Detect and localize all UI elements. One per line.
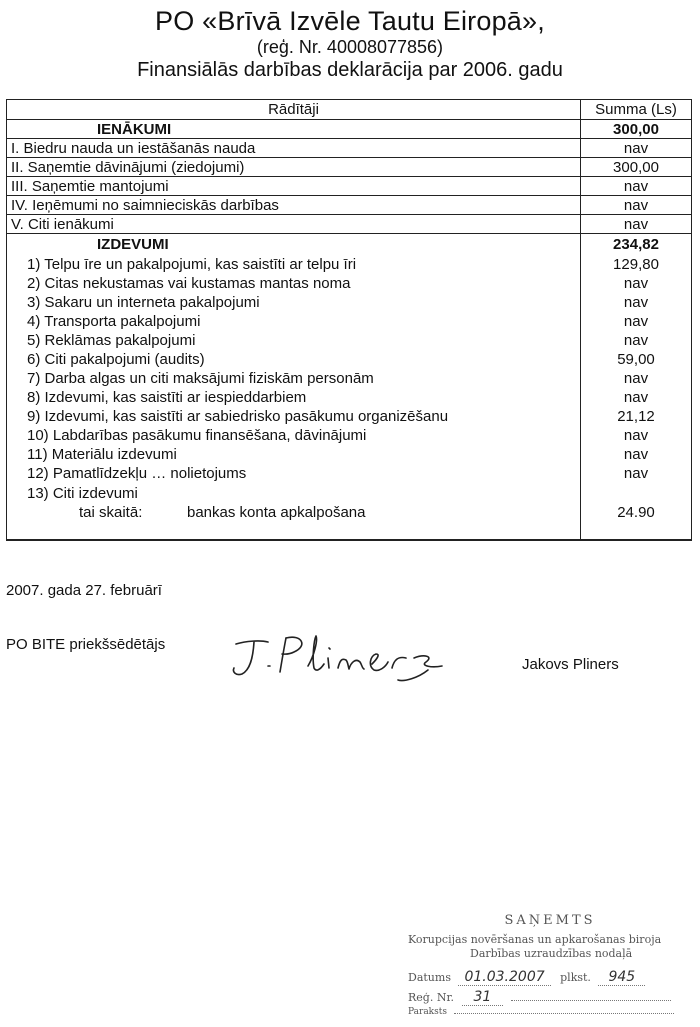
table-row [7, 503, 691, 522]
stamp-title: SAŅEMTS [504, 913, 596, 928]
signature-image [228, 628, 468, 688]
income-total: 300,00 [613, 121, 659, 138]
row-value: nav [623, 313, 649, 330]
row-label: 10) Labdarības pasākumu finansēšana, dāvinājumi [27, 427, 367, 444]
table-bottom-border [6, 540, 692, 541]
row-label-detail: bankas konta apkalpošana [187, 504, 366, 521]
row-label: 9) Izdevumi, kas saistīti ar sabiedrisko pasākumu organizēšanu [27, 408, 449, 425]
table-row [7, 293, 691, 312]
row-label: III. Saņemtie mantojumi [11, 178, 169, 195]
row-value: nav [623, 275, 649, 292]
document-header [0, 6, 700, 82]
table-row [7, 484, 691, 503]
row-value: nav [623, 370, 649, 387]
row-label: 3) Sakaru un interneta pakalpojumi [27, 294, 260, 311]
stamp-time-label: plkst. [560, 971, 591, 984]
table-row [7, 158, 691, 177]
row-value: nav [623, 389, 649, 406]
row-label: 8) Izdevumi, kas saistīti ar iespieddarbiem [27, 389, 307, 406]
row-label: 1) Telpu īre un pakalpojumi, kas saistīti ar telpu īri [27, 256, 357, 273]
table-row [7, 196, 691, 215]
table-row [7, 255, 691, 274]
row-label: IV. Ieņēmumi no saimnieciskās darbības [11, 197, 279, 214]
stamp-reg-row [408, 989, 671, 1005]
registration-number: (reģ. Nr. 40008077856) [256, 37, 444, 57]
stamp-sign-line [454, 1013, 674, 1014]
stamp-reg-label: Reģ. Nr. [408, 991, 454, 1004]
row-value: nav [623, 178, 649, 195]
row-value: nav [623, 465, 649, 482]
row-value: nav [623, 140, 649, 157]
table-row [7, 331, 691, 350]
table-row [7, 445, 691, 464]
declaration-subtitle: Finansiālās darbības deklarācija par 2006. gadu [137, 59, 563, 81]
stamp-sign-label: Paraksts [408, 1007, 447, 1017]
table-row [7, 139, 691, 158]
row-value: nav [623, 197, 649, 214]
income-title: IENĀKUMI [97, 121, 172, 138]
row-label: 5) Reklāmas pakalpojumi [27, 332, 196, 349]
stamp-time-value: 945 [598, 969, 645, 986]
stamp-line-1: Korupcijas novēršanas un apkarošanas biroja [408, 933, 662, 946]
table-row [7, 388, 691, 407]
row-label: I. Biedru nauda un iestāšanās nauda [11, 140, 256, 157]
table-row [7, 215, 691, 234]
row-label: 2) Citas nekustamas vai kustamas mantas noma [27, 275, 351, 292]
stamp-reg-value: 31 [462, 989, 504, 1006]
signer-name: Jakovs Pliners [522, 656, 619, 673]
row-label: II. Saņemtie dāvinājumi (ziedojumi) [11, 159, 245, 176]
table-row [7, 369, 691, 388]
row-label: tai skaitā: [79, 504, 143, 521]
row-value: nav [623, 332, 649, 349]
row-label: 4) Transporta pakalpojumi [27, 313, 201, 330]
row-value: 59,00 [617, 351, 655, 368]
income-section-row [7, 120, 691, 139]
expenses-title: IZDEVUMI [97, 236, 169, 253]
stamp-date-value: 01.03.2007 [458, 969, 550, 986]
column-header-sum: Summa (Ls) [581, 100, 691, 120]
row-label: V. Citi ienākumi [11, 216, 114, 233]
row-value: nav [623, 294, 649, 311]
table-row [7, 464, 691, 483]
row-label: 13) Citi izdevumi [27, 485, 138, 502]
row-value: nav [623, 427, 649, 444]
stamp-reg-line [511, 1000, 671, 1001]
row-value: 300,00 [613, 159, 659, 176]
row-value: 24.90 [617, 504, 655, 521]
table-row [7, 426, 691, 445]
received-stamp [400, 913, 700, 1027]
declaration-table [6, 99, 692, 540]
row-value: 129,80 [613, 256, 659, 273]
stamp-date-row [408, 969, 645, 985]
table-row [7, 407, 691, 426]
row-label: 7) Darba algas un citi maksājumi fiziskām personām [27, 370, 374, 387]
expenses-total: 234,82 [613, 236, 659, 253]
stamp-line-2: Darbības uzraudzības nodaļā [470, 947, 633, 960]
table-row [7, 350, 691, 369]
table-row [7, 312, 691, 331]
stamp-date-label: Datums [408, 971, 451, 984]
expenses-section-row [7, 235, 691, 254]
row-label: 11) Materiālu izdevumi [27, 446, 177, 463]
organization-title: PO «Brīvā Izvēle Tautu Eiropā», [155, 6, 545, 36]
table-row [7, 177, 691, 196]
row-value: nav [623, 216, 649, 233]
column-header-indicators: Rādītāji [7, 100, 580, 120]
row-value: nav [623, 446, 649, 463]
table-row [7, 274, 691, 293]
signer-title: PO BITE priekšsēdētājs [6, 636, 166, 653]
row-value: 21,12 [617, 408, 655, 425]
row-label: 6) Citi pakalpojumi (audits) [27, 351, 205, 368]
declaration-date: 2007. gada 27. februārī [6, 582, 162, 599]
stamp-sign-row [408, 1007, 674, 1017]
row-label: 12) Pamatlīdzekļu … nolietojums [27, 465, 247, 482]
